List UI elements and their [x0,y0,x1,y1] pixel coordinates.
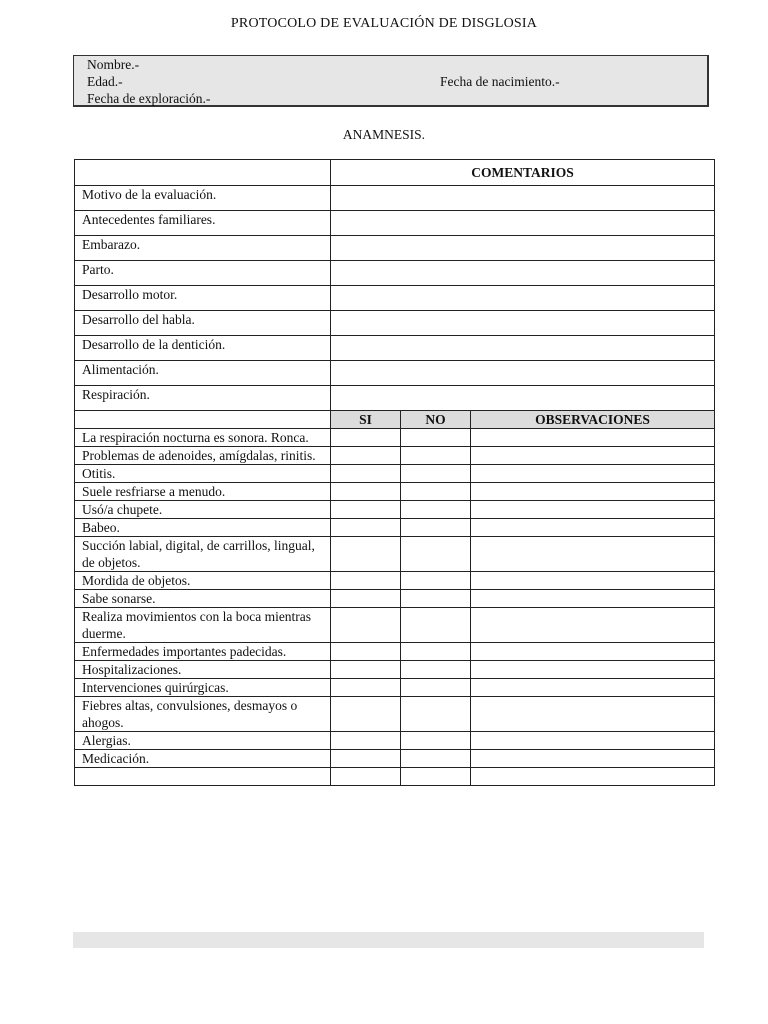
yes-cell[interactable] [331,572,401,590]
comment-field[interactable] [331,261,715,286]
observations-cell[interactable] [471,429,715,447]
yes-cell[interactable] [331,643,401,661]
age-label: Edad.- [87,74,123,89]
no-cell[interactable] [401,429,471,447]
exploration-date-label: Fecha de exploración.- [87,91,211,106]
patient-info-box [73,55,709,107]
yes-cell[interactable] [331,732,401,750]
observations-cell[interactable] [471,608,715,643]
anamnesis-title: ANAMNESIS. [342,127,426,142]
no-cell[interactable] [401,750,471,768]
observations-cell[interactable] [471,643,715,661]
question-label: Problemas de adenoides, amígdalas, rinitis. [75,447,331,465]
comment-field[interactable] [331,336,715,361]
observations-header: OBSERVACIONES [471,411,715,429]
comment-row [75,311,715,336]
yes-cell[interactable] [331,697,401,732]
question-label: Realiza movimientos con la boca mientras duerme. [75,608,331,643]
observations-cell[interactable] [471,447,715,465]
question-row [75,429,715,447]
yes-cell[interactable] [331,679,401,697]
question-label: Babeo. [75,519,331,537]
comment-field[interactable] [331,361,715,386]
question-row [75,768,715,786]
yes-cell[interactable] [331,429,401,447]
observations-cell[interactable] [471,768,715,786]
question-label: Suele resfriarse a menudo. [75,483,331,501]
no-cell[interactable] [401,590,471,608]
question-label: Otitis. [75,465,331,483]
question-row [75,572,715,590]
page-footer-bar [73,932,704,948]
question-row [75,447,715,465]
yes-cell[interactable] [331,608,401,643]
question-label: Medicación. [75,750,331,768]
comment-field[interactable] [331,286,715,311]
no-cell[interactable] [401,447,471,465]
question-label: Intervenciones quirúrgicas. [75,679,331,697]
comment-row-label: Motivo de la evaluación. [75,186,331,211]
comment-field[interactable] [331,236,715,261]
no-cell[interactable] [401,643,471,661]
yes-cell[interactable] [331,501,401,519]
yes-header: SI [331,411,401,429]
no-cell[interactable] [401,519,471,537]
comment-field[interactable] [331,311,715,336]
comment-row-label: Antecedentes familiares. [75,211,331,236]
question-label: Mordida de objetos. [75,572,331,590]
observations-cell[interactable] [471,465,715,483]
yes-cell[interactable] [331,661,401,679]
yes-cell[interactable] [331,768,401,786]
comment-row [75,186,715,211]
question-label: Sabe sonarse. [75,590,331,608]
question-label: Hospitalizaciones. [75,661,331,679]
question-row [75,519,715,537]
name-label: Nombre.- [87,57,140,72]
observations-cell[interactable] [471,483,715,501]
yes-cell[interactable] [331,447,401,465]
question-row [75,590,715,608]
question-label: La respiración nocturna es sonora. Ronca. [75,429,331,447]
yes-cell[interactable] [331,590,401,608]
comment-row-label: Desarrollo del habla. [75,311,331,336]
yes-cell[interactable] [331,483,401,501]
question-label [75,768,331,786]
empty-header-cell [75,160,331,186]
question-row [75,483,715,501]
question-row [75,465,715,483]
question-row [75,732,715,750]
comment-row [75,261,715,286]
question-row [75,661,715,679]
comment-row-label: Desarrollo de la dentición. [75,336,331,361]
question-row [75,750,715,768]
yes-cell[interactable] [331,465,401,483]
document-title: PROTOCOLO DE EVALUACIÓN DE DISGLOSIA [230,16,538,31]
question-row [75,643,715,661]
comment-row [75,286,715,311]
no-cell[interactable] [401,465,471,483]
no-cell[interactable] [401,679,471,697]
no-cell[interactable] [401,483,471,501]
yes-cell[interactable] [331,519,401,537]
observations-cell[interactable] [471,590,715,608]
question-row [75,697,715,732]
comment-field[interactable] [331,186,715,211]
comment-row-label: Embarazo. [75,236,331,261]
yes-cell[interactable] [331,537,401,572]
empty-header-cell [75,411,331,429]
question-label: Succión labial, digital, de carrillos, lingual, de objetos. [75,537,331,572]
question-row [75,679,715,697]
observations-cell[interactable] [471,697,715,732]
observations-cell[interactable] [471,572,715,590]
question-label: Alergias. [75,732,331,750]
comment-row [75,211,715,236]
observations-cell[interactable] [471,519,715,537]
question-row [75,501,715,519]
question-row [75,537,715,572]
observations-cell[interactable] [471,750,715,768]
observations-cell[interactable] [471,661,715,679]
comment-row-label: Parto. [75,261,331,286]
comment-row-label: Desarrollo motor. [75,286,331,311]
no-cell[interactable] [401,572,471,590]
observations-cell[interactable] [471,501,715,519]
check-header-row [75,411,715,429]
no-cell[interactable] [401,501,471,519]
comment-row [75,236,715,261]
no-cell[interactable] [401,768,471,786]
question-label: Fiebres altas, convulsiones, desmayos o ahogos. [75,697,331,732]
question-label: Enfermedades importantes padecidas. [75,643,331,661]
comment-field[interactable] [331,386,715,411]
no-cell[interactable] [401,661,471,679]
anamnesis-table [74,159,715,786]
comment-row [75,361,715,386]
no-header: NO [401,411,471,429]
comment-row [75,386,715,411]
question-label: Usó/a chupete. [75,501,331,519]
no-cell[interactable] [401,732,471,750]
no-cell[interactable] [401,697,471,732]
comment-row-label: Respiración. [75,386,331,411]
question-row [75,608,715,643]
yes-cell[interactable] [331,750,401,768]
no-cell[interactable] [401,537,471,572]
observations-cell[interactable] [471,537,715,572]
comment-row [75,336,715,361]
comments-header: COMENTARIOS [331,160,715,186]
no-cell[interactable] [401,608,471,643]
comment-row-label: Alimentación. [75,361,331,386]
comment-field[interactable] [331,211,715,236]
birth-date-label: Fecha de nacimiento.- [440,74,560,89]
observations-cell[interactable] [471,679,715,697]
comments-header-row [75,160,715,186]
observations-cell[interactable] [471,732,715,750]
